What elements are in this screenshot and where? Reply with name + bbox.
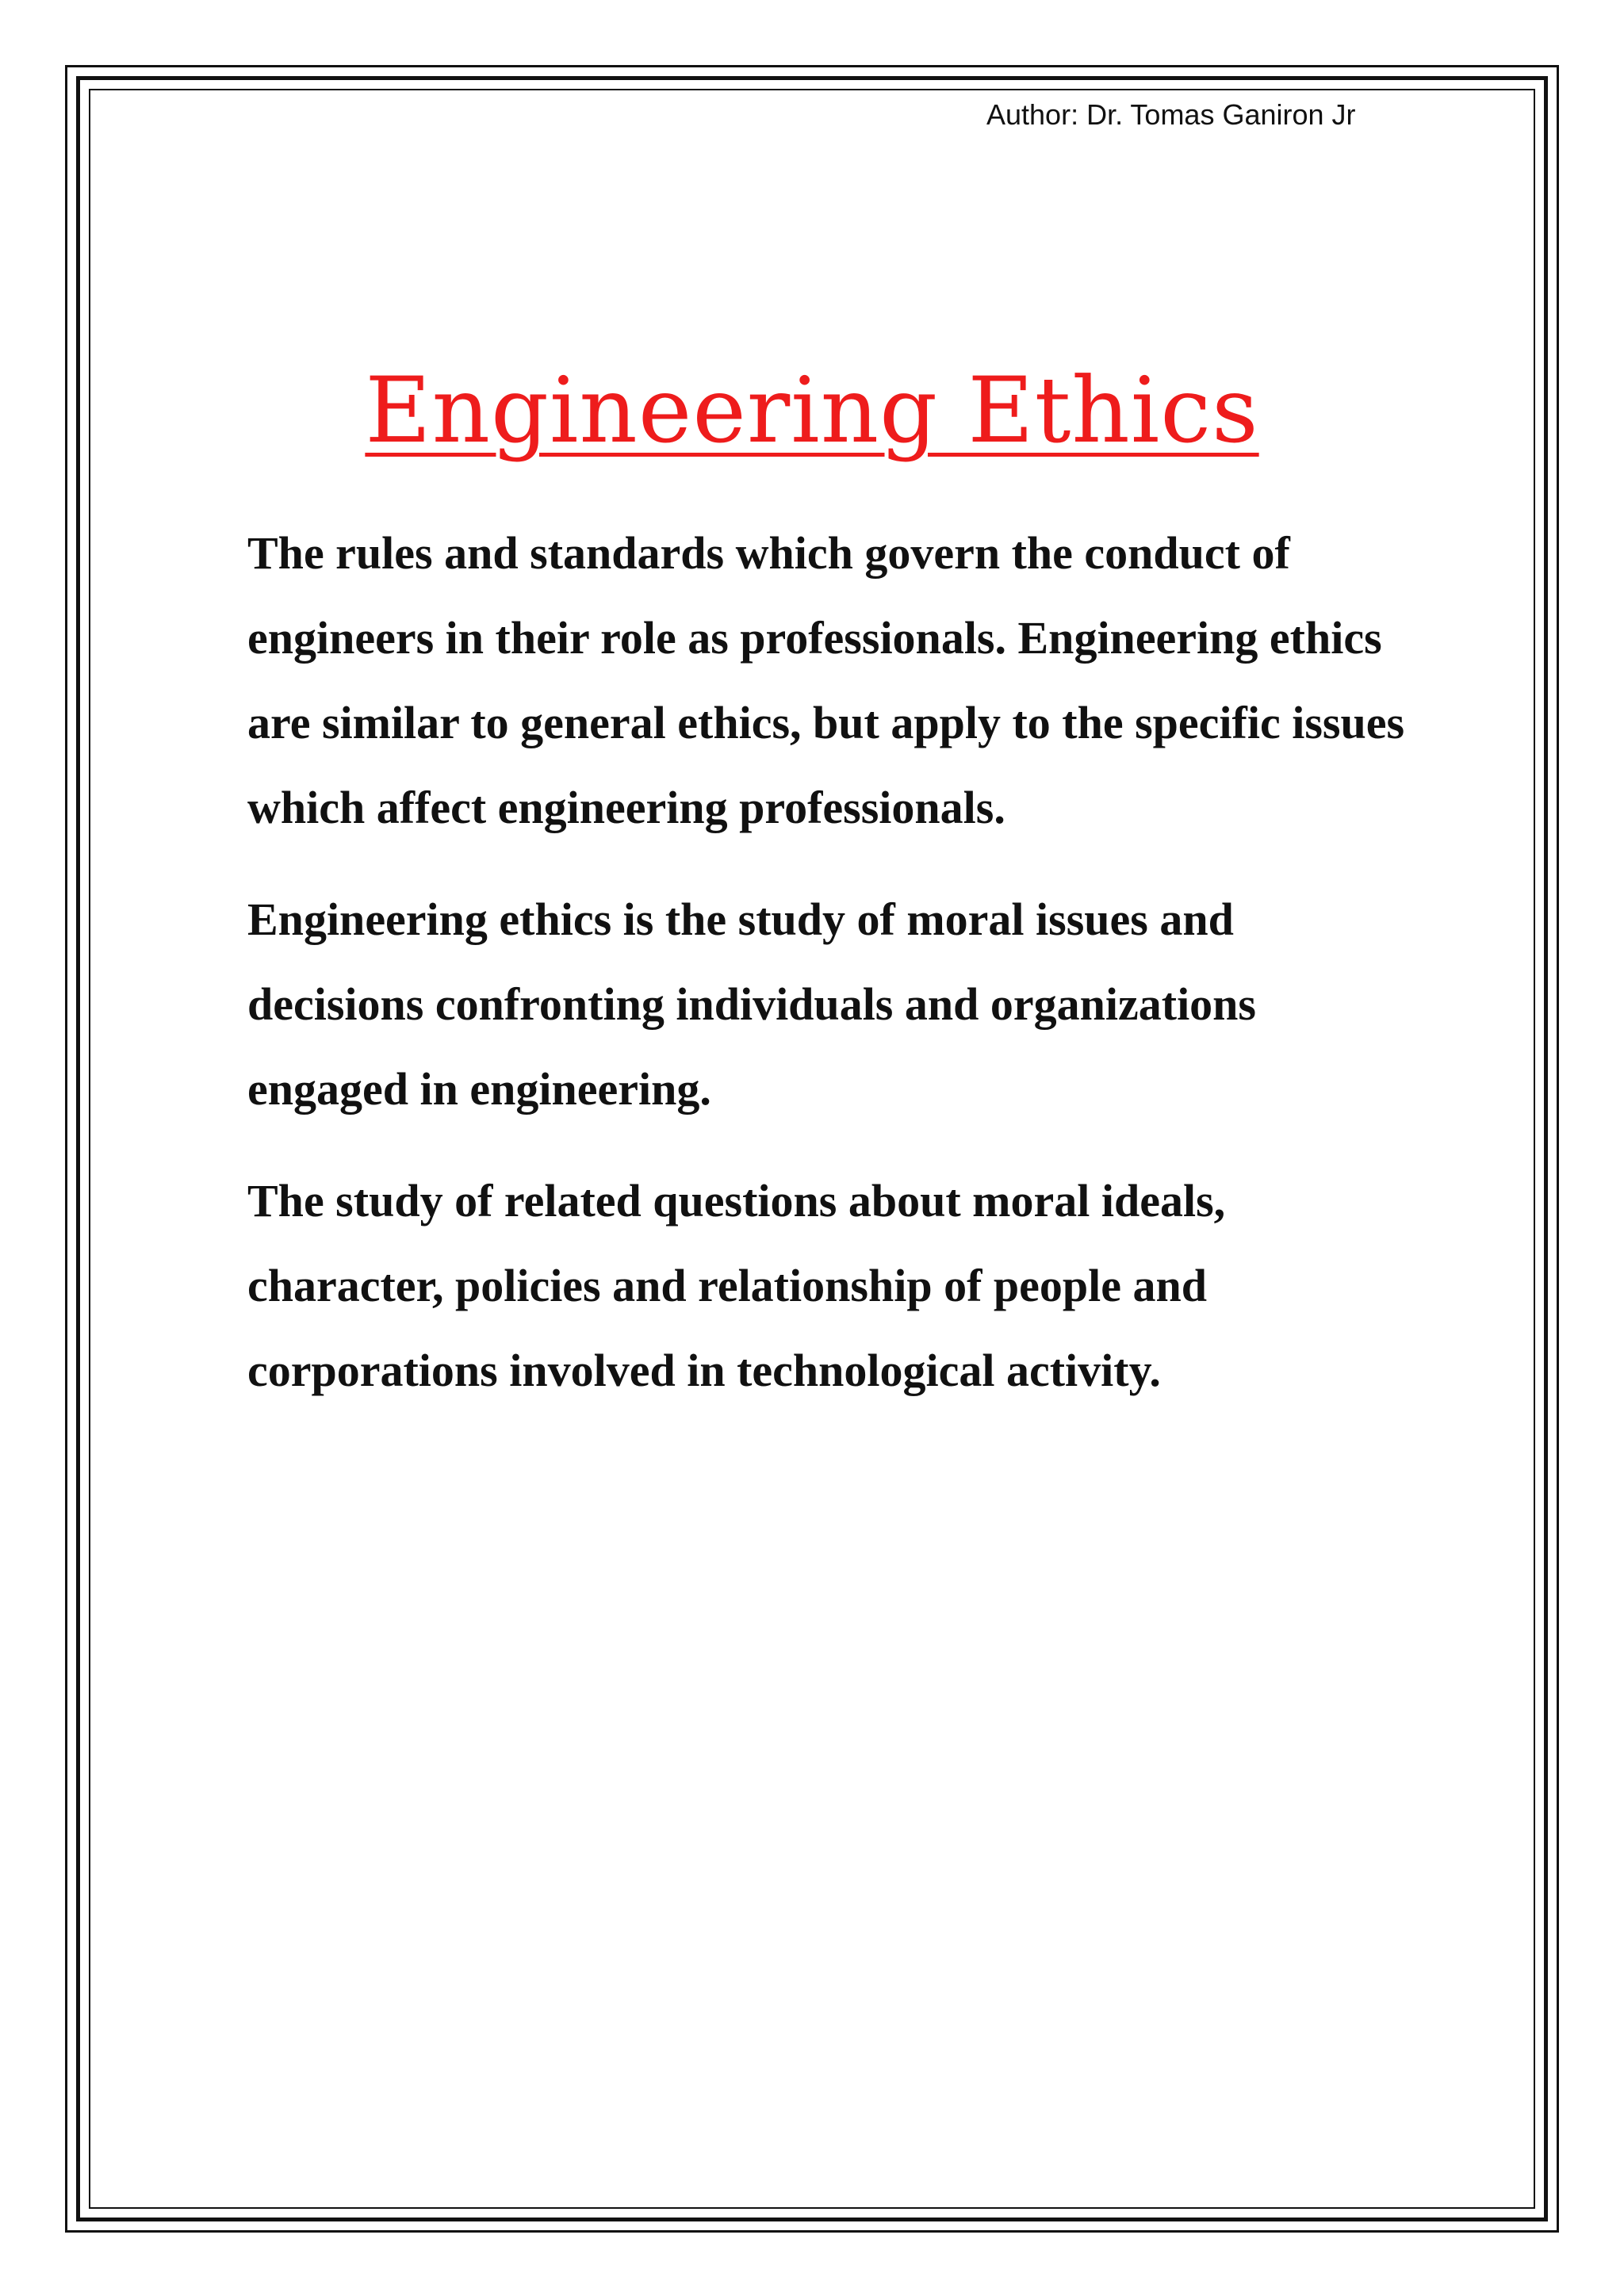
document-body (247, 511, 1421, 1440)
definition-paragraph-3: The study of related questions about moral ideals, character, policies and relationship of people and corporations involved in technological activity. (247, 1175, 1226, 1396)
definition-paragraph-1: The rules and standards which govern the conduct of engineers in their role as professionals. Engineering ethics are similar to general ethics, but apply to the specific issues which affect engineering professionals. (247, 527, 1405, 833)
page-title: Engineering Ethics (365, 358, 1259, 463)
author-line: Author: Dr. Tomas Ganiron Jr (986, 98, 1356, 131)
definition-paragraph-2: Engineering ethics is the study of moral issues and decisions confronting individuals and organizations engaged in engineering. (247, 894, 1257, 1115)
